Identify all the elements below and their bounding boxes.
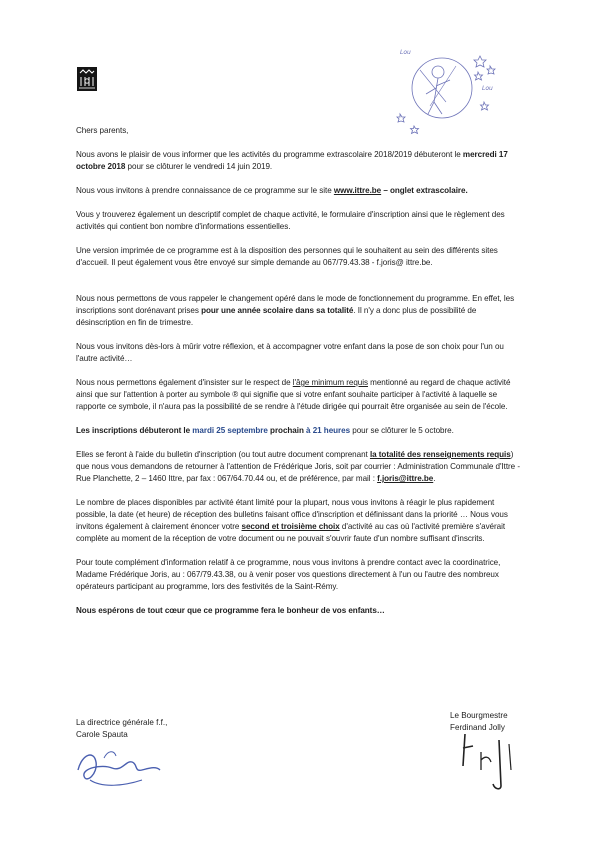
- p2-text-a: Nous vous invitons à prendre connaissance de ce programme sur le site: [76, 186, 334, 195]
- website-link[interactable]: www.ittre.be: [333, 186, 382, 195]
- paragraph-website: [76, 185, 522, 197]
- registration-date: mardi 25 septembre: [192, 426, 268, 435]
- closing-text: Nous espérons de tout cœur que ce programme fera le bonheur de vos enfants…: [76, 606, 385, 615]
- p2-text-b: – onglet extrascolaire.: [381, 186, 468, 195]
- signature-block-left: [76, 717, 167, 741]
- p10-text-c: d'activité au cas où l'activité première s'avérait complète au moment de la réception de votre document ou ne pouvait s'ouvrir faute d'un nombre suffisant d'inscrits.: [76, 522, 506, 543]
- paragraph-printed-version: Une version imprimée de ce programme est à la disposition des personnes qui le souhaitent au sein des différents sites d'accueil. Il peut également vous être envoyé sur simple demande au 067/79.43.38 - f.joris@ ittre.be.: [76, 246, 498, 267]
- letter-body: [76, 125, 522, 617]
- start-date: mercredi 17 octobre 2018: [76, 150, 508, 171]
- p9-text-d: .: [433, 474, 436, 483]
- greeting: Chers parents,: [76, 126, 129, 135]
- p9-text-a: Elles se feront à l'aide du bulletin d'inscription (ou tout autre document comprenant: [76, 450, 370, 459]
- p7-text-a: Nous nous permettons également d'insister sur le respect de: [76, 378, 293, 387]
- p5-text-a: Nous nous permettons de vous rappeler le changement opéré dans le mode de fonctionnement du programme. En effet, les inscriptions sont dorénavant prises: [76, 294, 515, 315]
- drawing-label-top: Lou: [400, 49, 411, 56]
- paragraph-registration-form: [76, 449, 522, 485]
- paragraph-registration-dates: [76, 425, 522, 437]
- registration-time: à 21 heures: [306, 426, 351, 435]
- signatory-left-title: La directrice générale f.f.,: [76, 718, 168, 727]
- signatory-right-name: Ferdinand Jolly: [450, 723, 505, 732]
- p5-text-c: . Il n'y a donc plus de possibilité de désinscription en fin de trimestre.: [76, 306, 477, 327]
- p8-text-e: pour se clôturer le 5 octobre.: [350, 426, 454, 435]
- p7-text-c: mentionné au regard de chaque activité ainsi que sur l'attention à porter au symbole ® qui signifie que si votre enfant souhaite participer à l'activité à laquelle se rapporte ce symbole, il n'aura pas la possibilité de se rendre à l'étude dirigée qui pourrait être organisée au sein de l'école.: [76, 378, 511, 411]
- p7-text-underlined: l'âge minimum requis: [292, 378, 368, 387]
- paragraph-mode-change: [76, 293, 522, 329]
- paragraph-descriptions: Vous y trouverez également un descriptif complet de chaque activité, le formulaire d'inscription ainsi que le règlement des activités qui contient bon nombre d'informations essentielles.: [76, 210, 505, 231]
- commune-logo: [76, 66, 98, 92]
- handwritten-signature-right: [455, 726, 525, 792]
- p8-text-c: prochain: [267, 426, 307, 435]
- p9-text-bold: la totalité des renseignements requis: [369, 450, 511, 459]
- drawing-label-bottom: Lou: [482, 85, 493, 92]
- paragraph-contact: Pour toute complément d'information relatif à ce programme, nous vous invitons à prendre contact avec la coordinatrice, Madame Frédérique Joris, au : 067/79.43.38, ou à venir poser vos questions directement à l'un ou l'autre des nombreux opérateurs participant au programme, lors des festivités de la Saint-Rémy.: [76, 558, 501, 591]
- paragraph-start-dates: [76, 149, 522, 173]
- p10-text-bold: second et troisième choix: [241, 522, 340, 531]
- p10-text-a: Le nombre de places disponibles par activité étant limité pour la plupart, nous vous invitons à réagir le plus rapidement possible, la date (et heure) de réception des bulletins faisant office d'inscription et définissant dans la priorité … Nous vous invitons également à clairement énoncer votre: [76, 498, 508, 531]
- p1-text-a: Nous avons le plaisir de vous informer que les activités du programme extrascolaire 2018/2019 débuteront le: [76, 150, 463, 159]
- handwritten-signature-left: [72, 740, 164, 796]
- paragraph-limited-places: [76, 497, 522, 545]
- p5-text-bold: pour une année scolaire dans sa totalité: [201, 306, 354, 315]
- p9-text-c: ) que nous vous demandons de retourner à l'attention de Frédérique Joris, soit par courrier : Administration Communale d'Ittre - Rue Planchette, 2 – 1460 Ittre, par fax : 067/64.70.44 ou, et de préférence, par mail :: [76, 450, 520, 483]
- p8-text-a: Les inscriptions débuteront le: [76, 426, 193, 435]
- paragraph-reflection: Nous vous invitons dès-lors à mûrir votre réflexion, et à accompagner votre enfant dans la pose de son choix pour l'un ou l'autre activité…: [76, 342, 504, 363]
- paragraph-closing: [76, 605, 522, 617]
- email-link[interactable]: f.joris@ittre.be: [377, 474, 434, 483]
- signatory-right-title: Le Bourgmestre: [450, 711, 508, 720]
- p1-text-b: pour se clôturer le vendredi 14 juin 2019.: [125, 162, 273, 171]
- paragraph-minimum-age: [76, 377, 522, 413]
- signatory-left-name: Carole Spauta: [76, 730, 128, 739]
